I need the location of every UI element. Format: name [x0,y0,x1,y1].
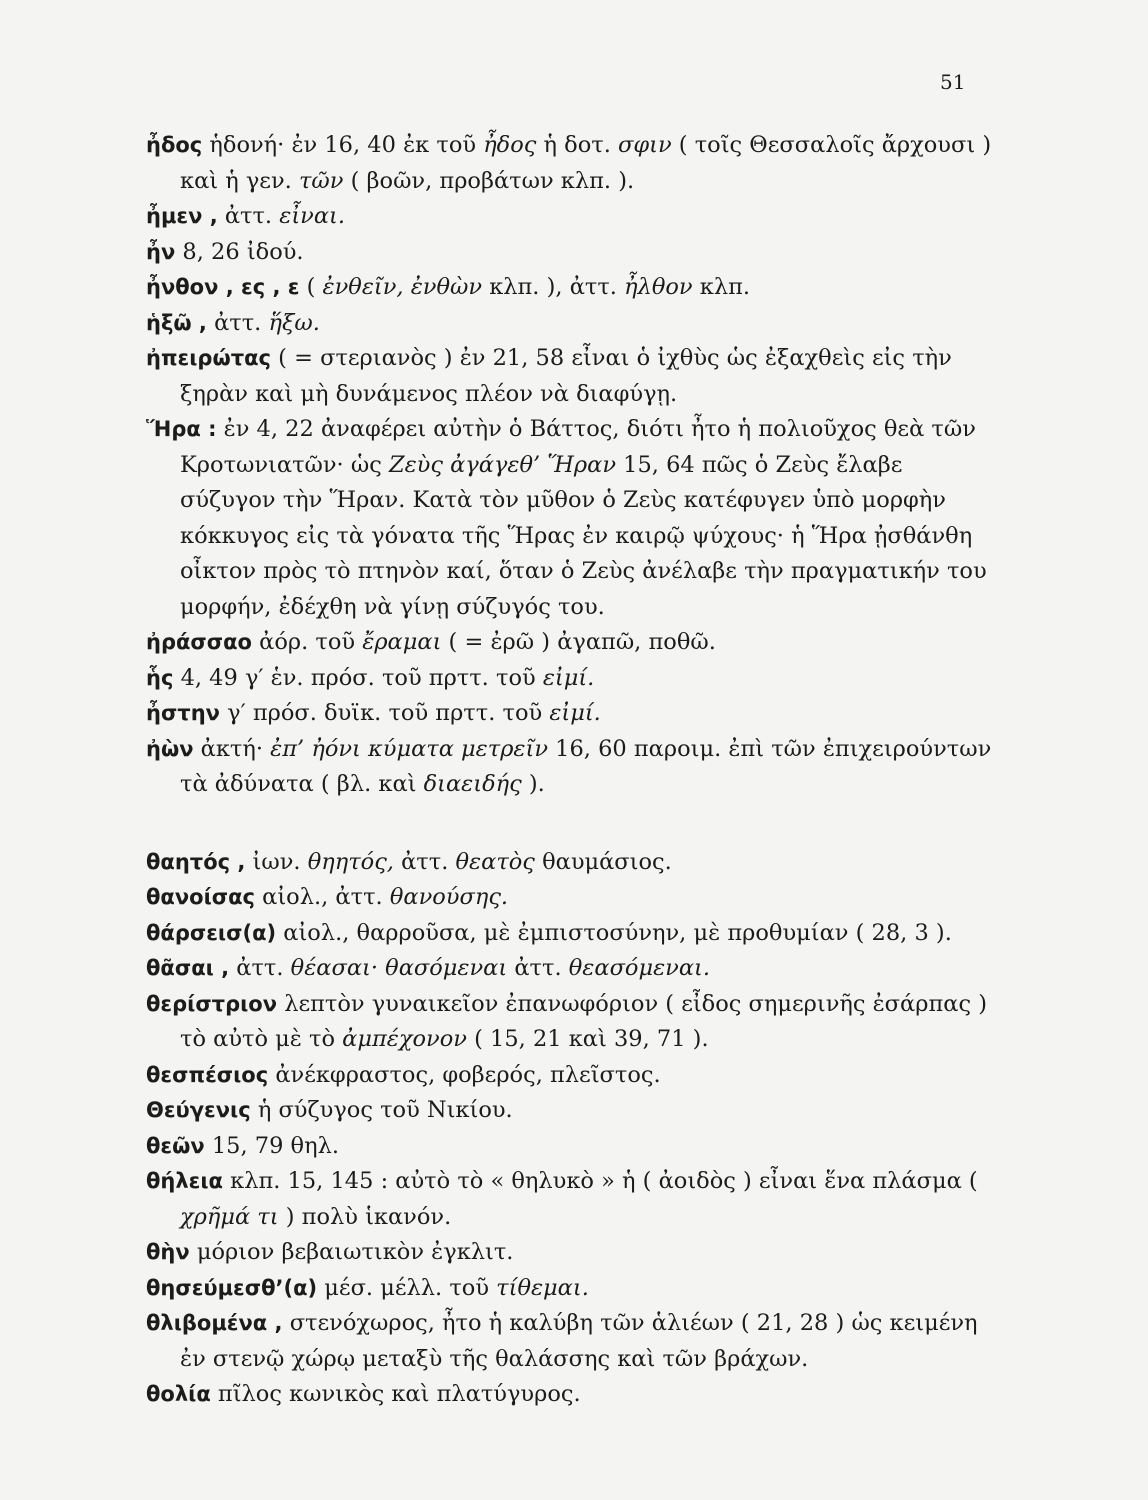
entry-definition: ἡ σύζυγος τοῦ Νικίου. [257,1097,513,1123]
entry-citation: θανούσης. [389,884,509,910]
entry-definition: 16, 60 παροιμ. ἐπὶ τῶν ἐπιχειρούντων τὰ ἀδύνατα ( βλ. καὶ [180,735,992,797]
entry-citation: θεασόμεναι. [568,955,711,981]
entry-definition: γ′ πρόσ. δυϊκ. τοῦ πρττ. τοῦ [227,700,550,726]
entry-citation: διαειδής [423,771,522,797]
entry-headword: θᾶσαι , [146,956,230,980]
entry-definition: ( βοῶν, προβάτων κλπ. ). [343,167,635,194]
entry-citation: θέασαι· θασόμεναι [290,955,508,981]
glossary-entry [146,235,996,271]
entry-citation: ἔραμαι [362,629,442,655]
glossary-entries [146,128,996,1413]
glossary-entry [146,1235,996,1271]
entry-definition: αἰολ., ἀττ. [262,884,390,910]
glossary-entry [146,916,996,952]
entry-citation: τῶν [298,167,344,194]
entry-definition: ( [306,274,323,300]
entry-citation: θηητός, [307,848,394,875]
entry-definition: πῖλος κωνικὸς καὶ πλατύγυρος. [217,1381,581,1407]
entry-definition: κλπ. 15, 145 : αὐτὸ τὸ « θηλυκὸ » ἡ ( ἀοιδὸς ) εἶναι ἕνα πλάσμα ( [230,1168,978,1194]
entry-definition: ἀνέκφραστος, φοβερός, πλεῖστος. [275,1061,661,1088]
entry-citation: χρῆμά τι [180,1203,279,1230]
glossary-entry [146,1306,996,1377]
entry-citation: σφιν [618,132,672,158]
glossary-entry [146,1377,996,1413]
entry-definition: ἀκτή· [200,735,271,762]
entry-headword: ἠπειρώτας [146,346,271,370]
glossary-entry [146,625,996,661]
entry-citation: ἐπ’ ἠόνι κύματα μετρεῖν [270,735,549,762]
entry-definition: ἀττ. [224,203,280,229]
glossary-entry [146,199,996,235]
entry-citation: ἐνθεῖν, ἐνθὼν [322,274,483,300]
entry-headword: θανοίσας [146,885,255,909]
entry-definition: ( = ἐρῶ ) ἀγαπῶ, ποθῶ. [441,629,716,655]
entry-headword: ἠὼν [146,736,194,761]
glossary-entry [146,270,996,306]
entry-headword: ἡξῶ , [146,310,207,335]
glossary-entry [146,732,996,803]
entry-headword: θησεύμεσθ’(α) [146,1275,318,1300]
entry-headword: θήλεια [146,1169,223,1193]
entry-definition: ἡδονή· ἐν 16, 40 ἐκ τοῦ [209,132,484,158]
entry-headword: θολία [146,1382,211,1406]
entry-headword: ἦνθον , ες , ε [146,275,300,299]
entry-definition: μέσ. μέλλ. τοῦ [324,1274,497,1301]
entry-definition: αἰολ., θαρροῦσα, μὲ ἐμπιστοσύνην, μὲ προθυμίαν ( 28, 3 ). [283,919,952,946]
entry-headword: θερίστριον [146,991,278,1016]
glossary-entry [146,1164,996,1235]
entry-definition: λεπτὸν γυναικεῖον ἐπανωφόριον ( εἶδος σημερινῆς ἐσάρπας ) τὸ αὐτὸ μὲ τὸ [180,990,987,1052]
entry-definition: ( 15, 21 καὶ 39, 71 ). [466,1026,709,1052]
entry-headword: ἠράσσαο [146,630,252,654]
glossary-entry [146,306,996,342]
entry-citation: θεατὸς [455,848,535,875]
entry-headword: ἧς [146,665,174,690]
entry-headword: θὴν [146,1240,190,1264]
entry-definition: ἀττ. [214,309,269,336]
entry-definition: 15, 79 θηλ. [211,1132,339,1159]
glossary-entry [146,1093,996,1129]
glossary-entry [146,987,996,1058]
page-number: 51 [940,70,966,94]
entry-citation: ἦδος [483,132,537,158]
glossary-entry [146,661,996,697]
entry-definition: ἀττ. [507,955,569,981]
entry-citation: εἰμί. [542,664,595,691]
entry-citation: ἀμπέχονον [342,1026,467,1052]
entry-headword: θεσπέσιος [146,1062,269,1087]
entry-headword: θαητός , [146,849,246,874]
entry-citation: τίθεμαι. [496,1274,589,1301]
entry-definition: ). [521,771,545,797]
glossary-entry [146,341,996,412]
entry-headword: θεῶν [146,1133,205,1158]
entry-headword: Ἥρα : [146,417,217,441]
entry-definition: κλπ. [692,274,751,300]
entry-headword: ἦν [146,239,176,264]
glossary-entry [146,1129,996,1165]
entry-definition: ) πολὺ ἱκανόν. [278,1203,452,1230]
glossary-entry [146,951,996,987]
entry-citation: ἦλθον [624,274,693,300]
entry-headword: θάρσεισ(α) [146,920,277,945]
entry-definition: ἀόρ. τοῦ [259,629,363,655]
entry-citation: εἶναι. [279,203,345,229]
entry-citation: εἰμί. [549,700,601,726]
glossary-entry [146,412,996,625]
entry-definition: 15, 64 πῶς ὁ Ζεὺς ἔλαβε σύζυγον τὴν Ἥραν. Κατὰ τὸν μῦθον ὁ Ζεὺς κατέφυγεν ὑπὸ μορφὴν κόκκυγος εἰς τὰ γόνατα τῆς Ἥρας ἐν καιρῷ ψύχους· ἡ Ἥρα ᾐσθάνθη οἶκτον πρὸς τὸ πτηνὸν καί, ὅταν ὁ Ζεὺς ἀνέλαβε τὴν πραγματικήν του μορφήν, ἐδέχθη νὰ γίνῃ σύζυγός του. [180,451,987,620]
entry-definition: μόριον βεβαιωτικὸν ἐγκλιτ. [196,1239,514,1265]
entry-headword: ἦδος [146,133,203,157]
entry-citation: Ζεὺς ἀγάγεθ’ Ἥραν [388,451,617,478]
entry-definition: κλπ. ), ἀττ. [482,274,625,300]
entry-definition: 4, 49 γ′ ἑν. πρόσ. τοῦ πρττ. τοῦ [180,664,543,691]
glossary-entry [146,880,996,916]
entry-definition: ἀττ. [236,955,291,981]
entry-headword: ἦμεν , [146,204,218,228]
entry-headword: ἦστην [146,701,220,725]
entry-headword: Θεύγενις [146,1098,251,1122]
glossary-entry [146,128,996,199]
entry-definition: ἡ δοτ. [536,132,619,158]
entry-definition: θαυμάσιος. [534,848,672,875]
entry-definition: στενόχωρος, ἦτο ἡ καλύβη τῶν ἁλιέων ( 21, 28 ) ὡς κειμένη ἐν στενῷ χώρῳ μεταξὺ τῆς θαλάσσης καὶ τῶν βράχων. [180,1310,978,1372]
entry-citation: ἥξω. [268,309,320,336]
glossary-entry [146,845,996,881]
glossary-entry [146,1271,996,1307]
glossary-entry [146,1058,996,1094]
entry-definition: ἀττ. [393,848,456,875]
entry-definition: ἐν 4, 22 ἀναφέρει αὐτὴν ὁ Βάττος, διότι ἦτο ἡ πολιοῦχος θεὰ τῶν Κροτωνιατῶν· ὡς [180,416,976,478]
entry-headword: θλιβομένα , [146,1311,283,1335]
entry-definition: 8, 26 ἰδού. [182,238,304,265]
entry-definition: ἰων. [252,848,308,875]
entry-definition: ( τοῖς Θεσσαλοῖς ἄρχουσι ) καὶ ἡ γεν. [180,132,992,194]
entry-definition: ( = στεριανὸς ) ἐν 21, 58 εἶναι ὁ ἰχθὺς ὡς ἐξαχθεὶς εἰς τὴν ξηρὰν καὶ μὴ δυνάμενος πλέον νὰ διαφύγῃ. [180,345,952,407]
glossary-entry [146,696,996,732]
